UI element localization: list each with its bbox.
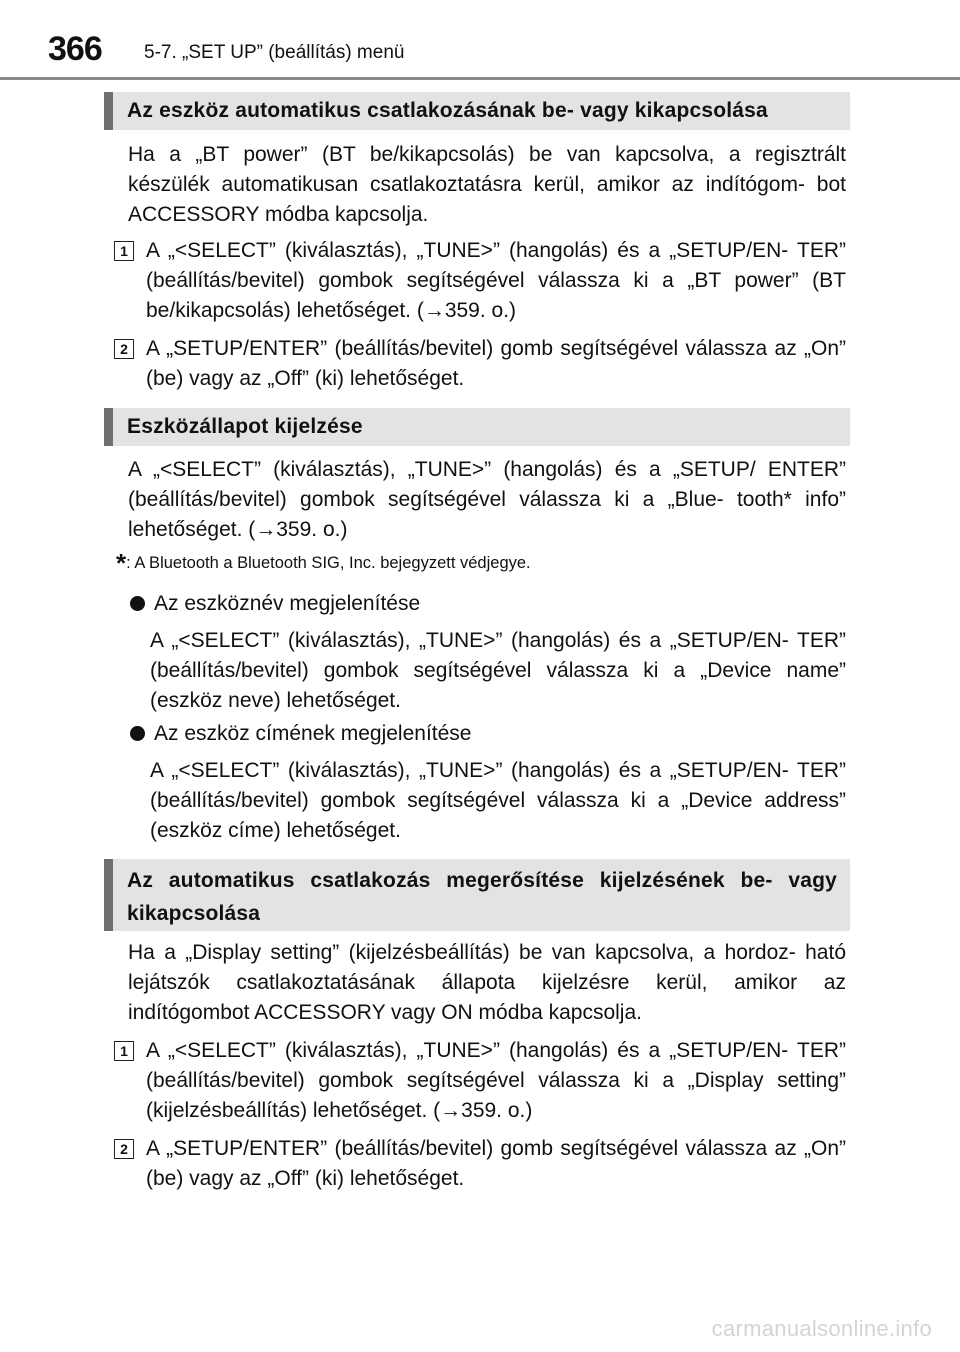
page-header (0, 0, 960, 80)
section-title: Az eszköz automatikus csatlakozásának be- vagy kikapcsolása (127, 99, 768, 122)
section-intro: Ha a „BT power” (BT be/kikapcsolás) be van kapcsolva, a regisztrált készülék automatikusan csatlakoztatásra kerül, amikor az indítógom- bot ACCESSORY módba kapcsolja. (128, 143, 846, 226)
bullet-dot-icon (130, 596, 145, 611)
bullet-heading (130, 589, 420, 619)
section-heading-device-status (104, 408, 850, 446)
section-heading-auto-connect (104, 92, 850, 130)
step-text: A „<SELECT” (kiválasztás), „TUNE>” (hangolás) és a „SETUP/EN- TER” (beállítás/bevitel) gombok segítségével válassza ki a „BT power” (BT be/kikapcsolás) lehetőséget. (→359. o.) (146, 239, 846, 322)
section-intro: Ha a „Display setting” (kijelzésbeállítás) be van kapcsolva, a hordoz- ható lejátszók csatlakoztatásának állapota kijelzésre kerül, amikor az indítógombot ACCESSORY vagy ON módba kapcsolja. (128, 941, 846, 1024)
step-text: A „SETUP/ENTER” (beállítás/bevitel) gomb segítségével válassza az „On” (be) vagy az „Off” (ki) lehetőséget. (146, 1137, 846, 1190)
footnote (116, 548, 531, 578)
section-title-line: kikapcsolása (127, 902, 261, 925)
bullet-title: Az eszköznév megjelenítése (154, 592, 421, 615)
section-intro: A „<SELECT” (kiválasztás), „TUNE>” (hangolás) és a „SETUP/ ENTER” (beállítás/bevitel) gombok segítségével válassza ki a „Blue- tooth* info” lehetőséget. (→359. o.) (128, 458, 846, 541)
footnote-text: : A Bluetooth a Bluetooth SIG, Inc. bejegyzett védjegye. (126, 554, 531, 572)
header-divider (0, 77, 960, 80)
step-text: A „SETUP/ENTER” (beállítás/bevitel) gomb segítségével válassza az „On” (be) vagy az „Off” (ki) lehetőséget. (146, 337, 846, 390)
page-number: 366 (48, 30, 102, 68)
bullet-text: A „<SELECT” (kiválasztás), „TUNE>” (hangolás) és a „SETUP/EN- TER” (beállítás/bevitel) gombok segítségével válassza ki a „Device name” (eszköz neve) lehetőséget. (150, 629, 846, 712)
step-text: A „<SELECT” (kiválasztás), „TUNE>” (hangolás) és a „SETUP/EN- TER” (beállítás/bevitel) gombok segítségével válassza ki a „Display setting” (kijelzésbeállítás) lehetőséget. (→359. o.) (146, 1039, 846, 1122)
bullet-heading (130, 719, 471, 749)
bullet-text: A „<SELECT” (kiválasztás), „TUNE>” (hangolás) és a „SETUP/EN- TER” (beállítás/bevitel) gombok segítségével válassza ki a „Device address” (eszköz címe) lehetőséget. (150, 759, 846, 842)
step-number-badge: 2 (114, 339, 134, 359)
section-title: Eszközállapot kijelzése (127, 415, 363, 438)
bullet-title: Az eszköz címének megjelenítése (154, 722, 472, 745)
watermark: carmanualsonline.info (711, 1316, 932, 1341)
section-heading-connect-confirm (104, 859, 850, 931)
step-number-badge: 1 (114, 1041, 134, 1061)
step-number-badge: 2 (114, 1139, 134, 1159)
bullet-dot-icon (130, 726, 145, 741)
section-title-line: Az automatikus csatlakozás megerősítése kijelzésének be- vagy (127, 869, 837, 892)
footnote-marker: * (116, 548, 127, 578)
step-number-badge: 1 (114, 241, 134, 261)
chapter-title: 5-7. „SET UP” (beállítás) menü (144, 42, 405, 63)
